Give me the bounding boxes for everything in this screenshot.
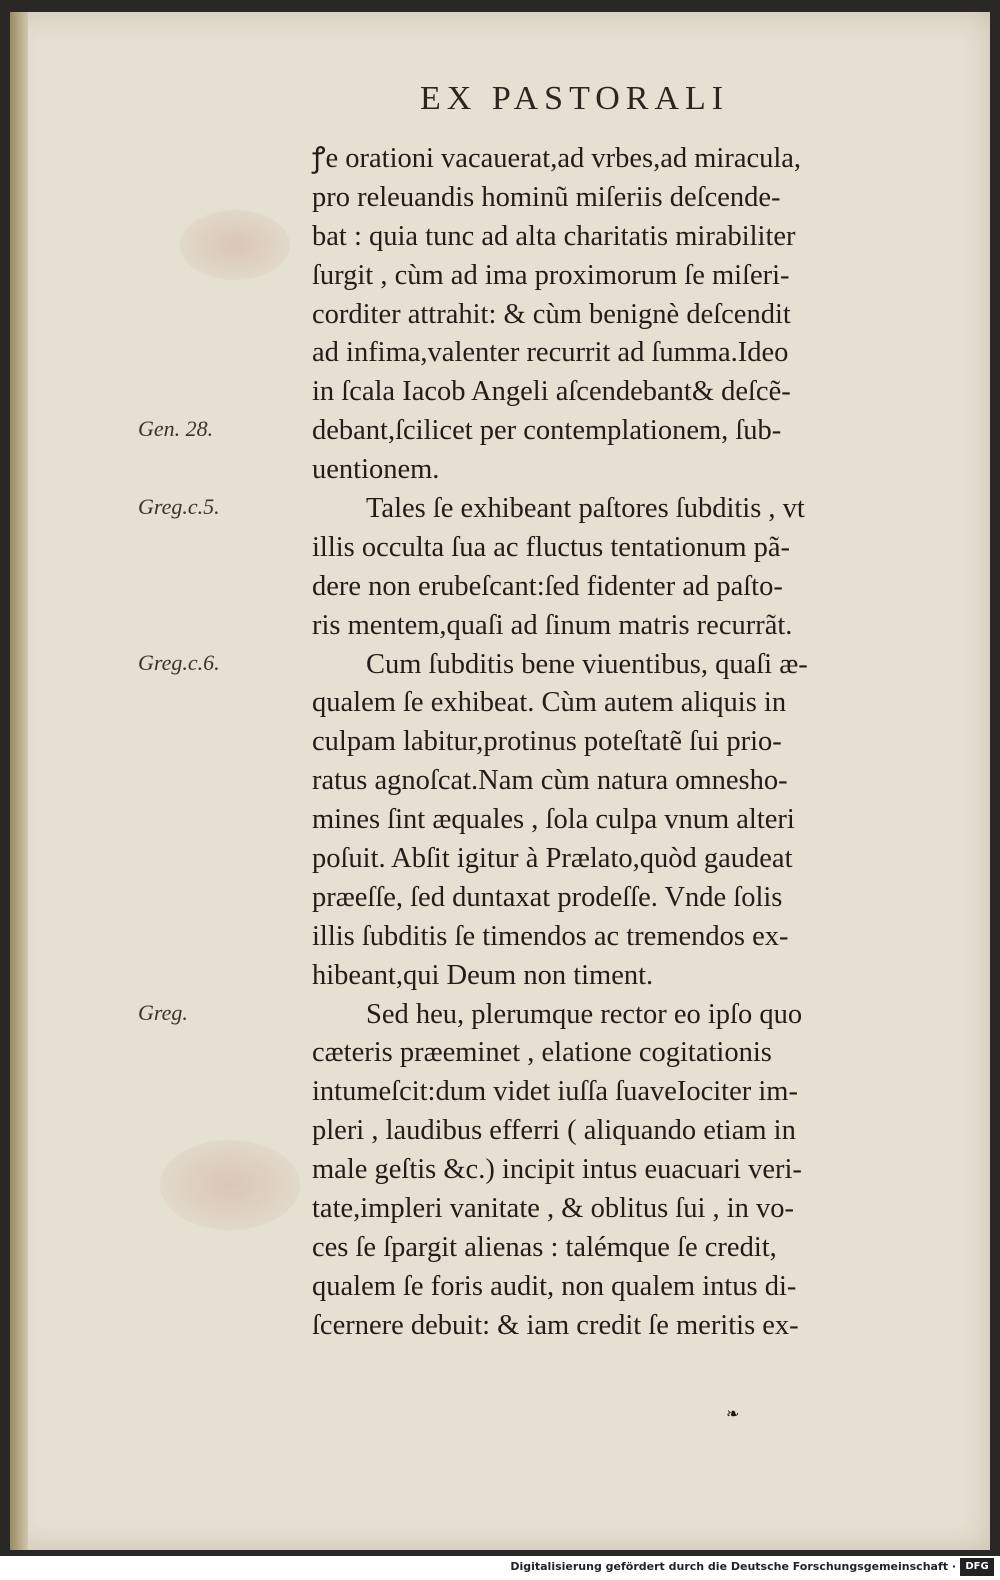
text-line: pro releuandis hominũ miſeriis deſcende-	[312, 181, 781, 213]
text-line: male geſtis &c.) incipit intus euacuari veri-	[312, 1154, 802, 1186]
text-line: præeſſe, ſed duntaxat prodeſſe. Vnde ſolis	[312, 881, 783, 913]
marginal-note: Greg.c.5.	[138, 494, 220, 520]
text-line: ad infima,valenter recurrit ad ſumma.Ideo	[312, 337, 789, 369]
text-line: ſurgit , cùm ad ima proximorum ſe miſeri-	[312, 259, 790, 291]
text-line: dere non erubeſcant:ſed fidenter ad paſto-	[312, 570, 783, 602]
text-line: bat : quia tunc ad alta charitatis mirabiliter	[312, 220, 796, 252]
text-line: ces ſe ſpargit alienas : talémque ſe credit,	[312, 1231, 777, 1263]
text-line: pleri , laudibus efferri ( aliquando etiam in	[312, 1115, 796, 1147]
text-line: Cum ſubditis bene viuentibus, quaſi æ-	[366, 648, 808, 680]
text-line: ꝭe orationi vacauerat,ad vrbes,ad miracula,	[312, 143, 802, 174]
ornament-icon: ❧	[726, 1404, 740, 1423]
text-line: poſuit. Abſit igitur à Prælato,quòd gaudeat	[312, 843, 793, 875]
marginal-note: Greg.c.6.	[138, 649, 220, 675]
text-line: in ſcala Iacob Angeli aſcendebant& deſcẽ-	[312, 376, 791, 408]
text-line: qualem ſe foris audit, non qualem intus di-	[312, 1270, 797, 1302]
text-line: tate,impleri vanitate , & oblitus ſui , in vo-	[312, 1193, 795, 1225]
text-line: uentionem.	[312, 454, 440, 486]
text-line: qualem ſe exhibeat. Cùm autem aliquis in	[312, 687, 787, 719]
running-head: EX PASTORALI	[420, 80, 730, 117]
text-line: cæteris præeminet , elatione cogitationis	[312, 1037, 772, 1069]
body-text	[312, 140, 922, 1346]
text-line: corditer attrahit: & cùm benignè deſcendit	[312, 298, 791, 330]
page-gutter	[10, 12, 28, 1550]
text-line: culpam labitur,protinus poteſtatẽ ſui prio-	[312, 726, 782, 758]
text-line: ris mentem,quaſi ad ſinum matris recurrãt.	[312, 609, 793, 641]
text-line: ratus agnoſcat.Nam cùm natura omnesho-	[312, 765, 788, 797]
text-line: Tales ſe exhibeant paſtores ſubditis , vt	[366, 493, 805, 525]
text-line: intumeſcit:dum videt iuſſa ſuaveIociter im-	[312, 1076, 798, 1108]
marginal-note: Greg.	[138, 999, 188, 1025]
text-line: hibeant,qui Deum non timent.	[312, 959, 654, 991]
footer-credit: Digitalisierung gefördert durch die Deutsche Forschungsgemeinschaft ·	[510, 1560, 956, 1573]
marginal-note: Gen. 28.	[138, 416, 214, 442]
text-line: illis ſubditis ſe timendos ac tremendos ex-	[312, 920, 789, 952]
text-line: debant,ſcilicet per contemplationem, ſub-	[312, 415, 782, 447]
text-line: illis occulta ſua ac fluctus tentationum pã-	[312, 531, 791, 563]
page-stain	[160, 1140, 300, 1230]
text-line: mines ſint æquales , ſola culpa vnum alteri	[312, 804, 795, 836]
text-line: Sed heu, plerumque rector eo ipſo quo	[366, 998, 803, 1030]
text-line: ſcernere debuit: & iam credit ſe meritis ex-	[312, 1309, 799, 1341]
dfg-logo: DFG	[960, 1558, 994, 1576]
page-stain	[180, 210, 290, 280]
